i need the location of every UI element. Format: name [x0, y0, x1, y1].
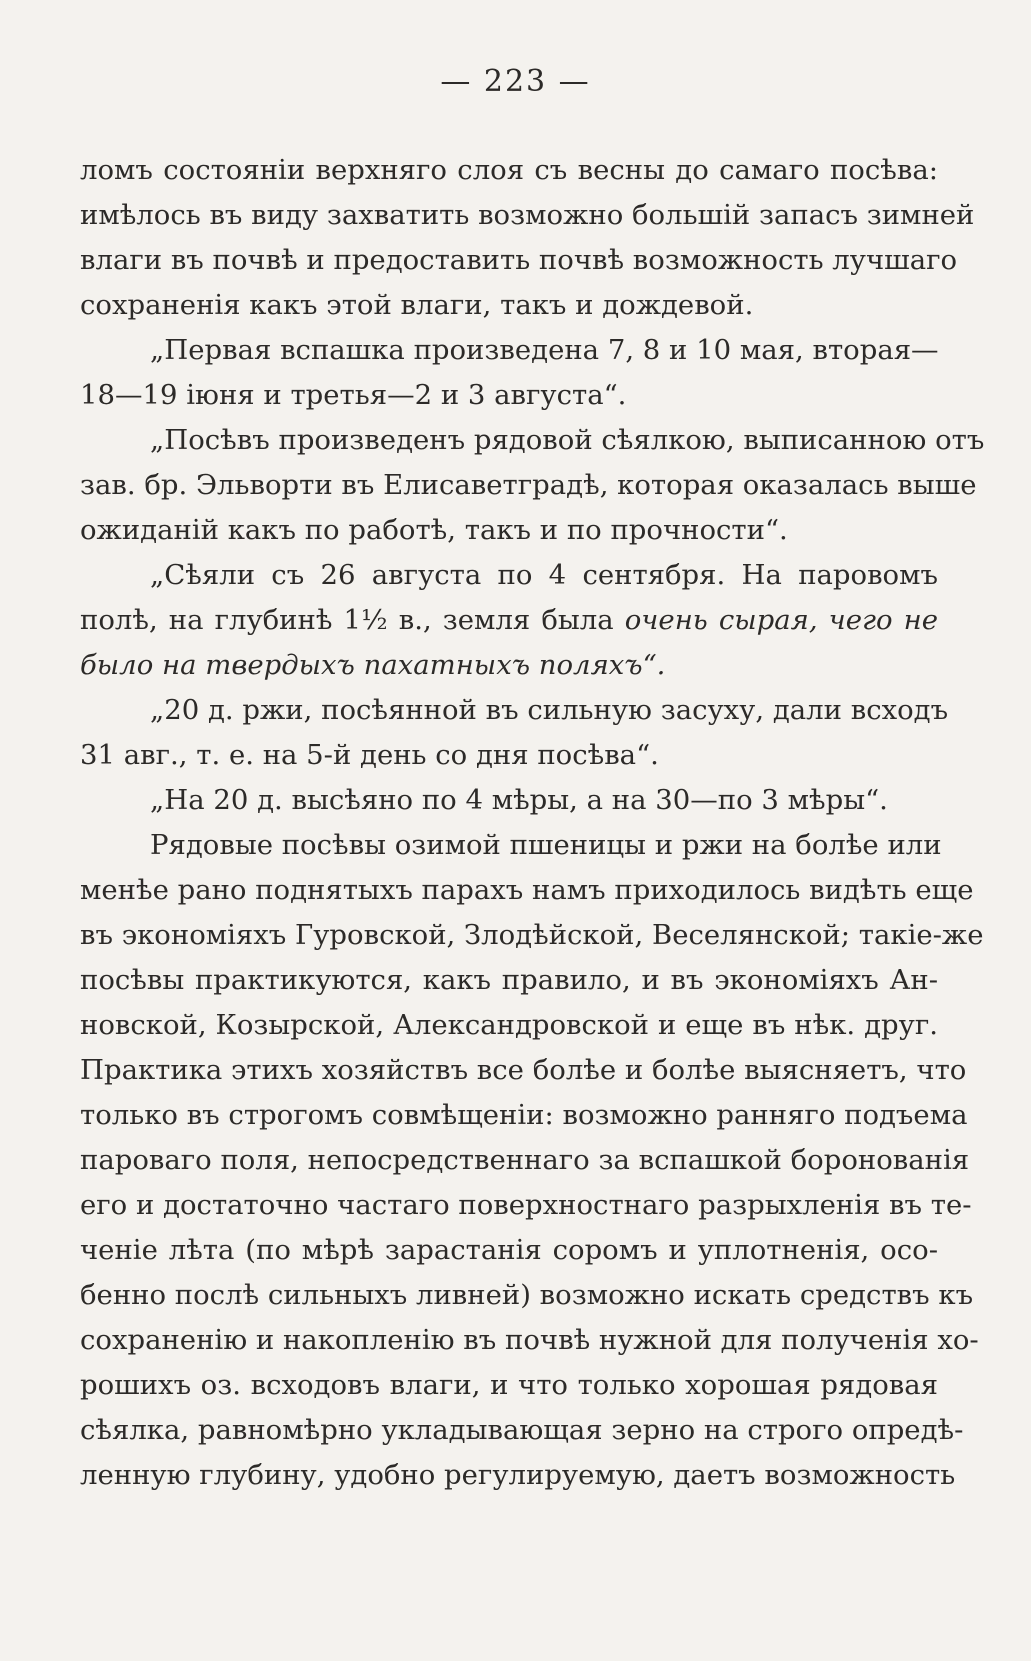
text-line: ломъ состоянiи верхняго слоя съ весны до самаго посѣва:: [80, 154, 938, 186]
text-line: пароваго поля, непосредственнаго за вспашкой боронованiя: [80, 1144, 970, 1176]
text-line: 18—19 iюня и третья—2 и 3 августа“.: [80, 379, 627, 411]
text-line: 31 авг., т. е. на 5-й день со дня посѣва“.: [80, 739, 659, 771]
text-line: рошихъ оз. всходовъ влаги, и что только хорошая рядовая: [80, 1369, 938, 1401]
text-line: Практика этихъ хозяйствъ все болѣе и болѣе выясняетъ, что: [80, 1054, 967, 1086]
text-line: его и достаточно частаго поверхностнаго разрыхленiя въ те-: [80, 1189, 972, 1221]
text-line: ожиданiй какъ по работѣ, такъ и по прочности“.: [80, 514, 788, 546]
text-line: „Посѣвъ произведенъ рядовой сѣялкою, выписанною отъ: [150, 424, 985, 456]
text-line: „Сѣяли съ 26 августа по 4 сентября. На паровомъ: [150, 559, 938, 591]
text-line: „20 д. ржи, посѣянной въ сильную засуху, дали всходъ: [150, 694, 949, 726]
text-line: ченiе лѣта (по мѣрѣ зарастанiя соромъ и уплотненiя, осо-: [80, 1234, 938, 1266]
text-line: въ экономiяхъ Гуровской, Злодѣйской, Веселянской; такiе-же: [80, 919, 984, 951]
text-line: Рядовые посѣвы озимой пшеницы и ржи на болѣе или: [150, 829, 942, 861]
text-line: влаги въ почвѣ и предоставить почвѣ возможность лучшаго: [80, 244, 958, 276]
text-line: зав. бр. Эльворти въ Елисаветградѣ, которая оказалась выше: [80, 469, 977, 501]
text-line: сѣялка, равномѣрно укладывающая зерно на строго опредѣ-: [80, 1414, 964, 1446]
text-line: ленную глубину, удобно регулируемую, даетъ возможность: [80, 1459, 956, 1491]
text-line: „На 20 д. высѣяно по 4 мѣры, а на 30—по 3 мѣры“.: [150, 784, 888, 816]
body-text: [80, 148, 985, 1498]
text-line: сохраненiю и накопленiю въ почвѣ нужной для полученiя хо-: [80, 1324, 979, 1356]
page-number: — 223 —: [440, 64, 591, 99]
text-line: новской, Козырской, Александровской и еще въ нѣк. друг.: [80, 1009, 938, 1041]
text-line: бенно послѣ сильныхъ ливней) возможно искать средствъ къ: [80, 1279, 974, 1311]
text-line: менѣе рано поднятыхъ парахъ намъ приходилось видѣть еще: [80, 874, 974, 906]
text-line: „Первая вспашка произведена 7, 8 и 10 мая, вторая—: [150, 334, 939, 366]
text-line: было на твердыхъ пахатныхъ поляхъ“.: [80, 649, 666, 681]
text-line: посѣвы практикуются, какъ правило, и въ экономiяхъ Ан-: [80, 964, 938, 996]
text-line: имѣлось въ виду захватить возможно большiй запасъ зимней: [80, 199, 975, 231]
text-line: сохраненiя какъ этой влаги, такъ и дождевой.: [80, 289, 754, 321]
text-line: только въ строгомъ совмѣщенiи: возможно ранняго подъема: [80, 1099, 968, 1131]
text-line: полѣ, на глубинѣ 1½ в., земля была очень сырая, чего не: [80, 604, 938, 636]
